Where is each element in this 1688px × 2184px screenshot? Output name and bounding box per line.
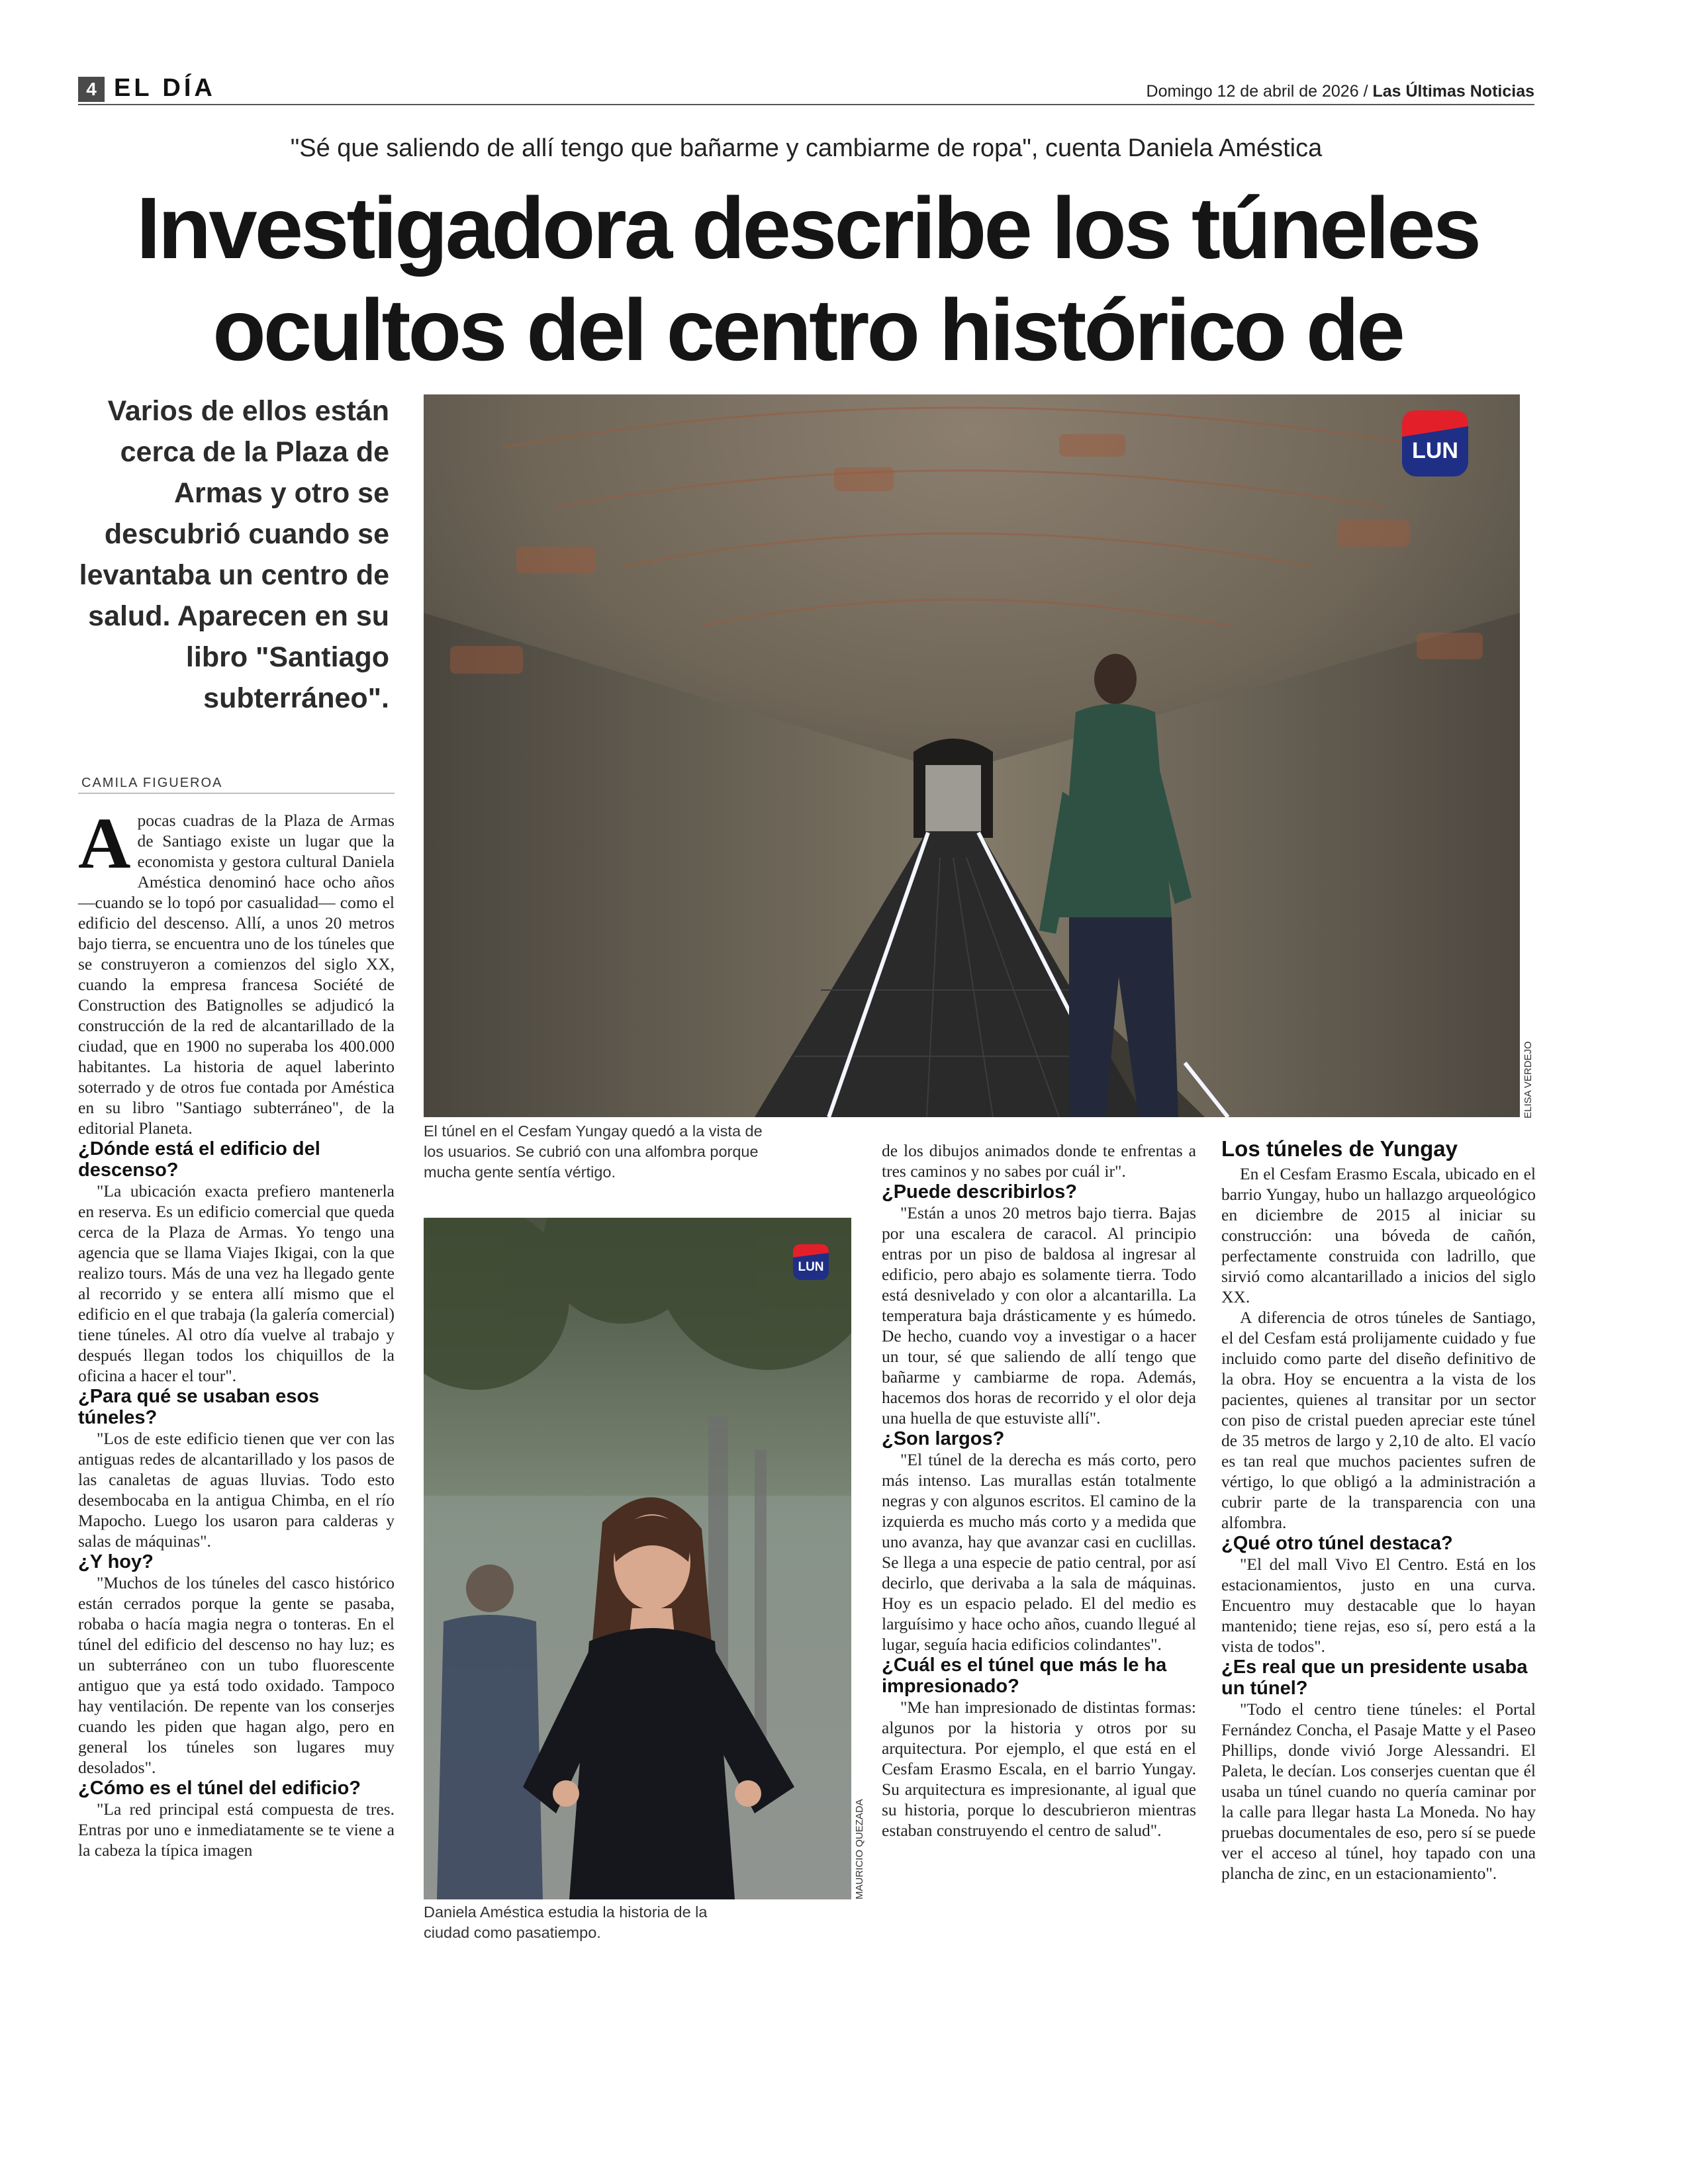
question-heading: ¿Son largos? — [882, 1428, 1005, 1449]
headline-line-1: Investigadora describe los túneles — [136, 179, 1479, 277]
question-heading: ¿Qué otro túnel destaca? — [1221, 1533, 1453, 1554]
sidebar-subheading: Los túneles de Yungay — [1221, 1136, 1458, 1161]
answer-paragraph: "Los de este edificio tienen que ver con las antiguas redes de alcantarillado y los pasos de las canaletas de aguas lluvias. Todo esto desembocaba en la antigua Chimba, en el río Mapocho. Luego los usaron para calderas y salas de máquinas". — [78, 1429, 395, 1551]
photo-credit: ELISA VERDEJO — [1523, 1041, 1534, 1118]
photo-caption: El túnel en el Cesfam Yungay quedó a la vista de los usuarios. Se cubrió con una alfombra porque mucha gente sentía vértigo. — [424, 1122, 763, 1181]
answer-paragraph-continued: de los dibujos animados donde te enfrentas a tres caminos y no sabes por cuál ir". — [882, 1141, 1196, 1181]
portrait-photo-illustration — [424, 1218, 851, 1899]
photo-credit: MAURICIO QUEZADA — [854, 1799, 865, 1899]
question-heading: ¿Para qué se usaban esos túneles? — [78, 1386, 320, 1428]
answer-paragraph: "Todo el centro tiene túneles: el Portal Fernández Concha, el Pasaje Matte y el Paseo Phillips, donde vivió Jorge Alessandri. El Paleta, le decían. Los conserjes cuentan que él usaba un túnel cuando no quería caminar por la calle para llegar hasta La Moneda. No hay pruebas documentales de eso, pero sí se puede ver el acceso al túnel, hoy tapado con una plancha de zinc, en un estacionamiento". — [1221, 1700, 1536, 1883]
lun-logo-text: LUN — [1412, 438, 1458, 463]
answer-paragraph: "El túnel de la derecha es más corto, pero más intenso. Las murallas están totalmente negras y con algunos escritos. El camino de la izquierda es mucho más corto y a medida que uno avanza, hay que avanzar casi en cuclillas. Se llega a una especie de patio central, por así decirlo, que derivaba a la sala de máquinas. Hoy es un espacio pelado. El del medio es larguísimo y hace ocho años, cuando llegué al lugar, seguía hacia edificios colindantes". — [882, 1450, 1196, 1654]
question-heading: ¿Puede describirlos? — [882, 1181, 1077, 1203]
lun-logo — [1402, 410, 1468, 477]
deck: Varios de ellos están cerca de la Plaza de Armas y otro se descubrió cuando se levantaba un centro de salud. Aparecen en su libro "Santiago subterráneo". — [79, 395, 389, 714]
page-number: 4 — [78, 77, 105, 102]
lun-logo — [793, 1244, 829, 1280]
publication-name: Las Últimas Noticias — [1372, 82, 1534, 101]
intro-text: pocas cuadras de la Plaza de Armas de Santiago existe un lugar que la economista y gestora cultural Daniela Améstica denominó hace ocho años —cuando se lo topó por casualidad— como el edificio del descenso. Allí, a unos 20 metros bajo tierra, se encuentra uno de los túneles que se construyeron a comienzos del siglo XX, cuando la empresa francesa Société de Construction des Batignolles se adjudicó la construcción de la red de alcantarillado de la ciudad, que en 1900 no superaba los 400.000 habitantes. La historia de aquel laberinto soterrado y de otros fue contada por Améstica en su libro "Santiago subterráneo", de la editorial Planeta. — [78, 811, 395, 1138]
kicker-quote: "Sé que saliendo de allí tengo que bañarme y cambiarme de ropa", cuenta Daniela Améstica — [290, 134, 1323, 162]
answer-paragraph: "La ubicación exacta prefiero mantenerla en reserva. Es un edificio comercial que queda cerca de la Plaza de Armas. Yo tengo una agencia que se llama Viajes Ikigai, con la que realizo tours. Más de una vez ha llegado gente al recorrido y se entera allí mismo que el edificio en el que trabaja (la galería comercial) tiene túneles. Al otro día vuelve al trabajo y después llegan todos los chiquillos de la oficina a hacer el tour". — [78, 1181, 395, 1385]
answer-paragraph: "Están a unos 20 metros bajo tierra. Bajas por una escalera de caracol. Al principio entras por un piso de baldosa al ingresar al edificio, pero abajo es solamente tierra. Todo está desnivelado y con olor a alcantarilla. La temperatura baja drásticamente y es húmedo. De hecho, cuando voy a investigar o a hacer un tour, sé que saliendo de allí tengo que bañarme y cambiarme de ropa. Además, hacemos dos horas de recorrido y el olor deja una huella de que estuviste allí". — [882, 1203, 1196, 1428]
drop-cap: A — [78, 803, 131, 884]
question-heading: ¿Cómo es el túnel del edificio? — [78, 1778, 361, 1799]
photo-caption: Daniela Améstica estudia la historia de la ciudad como pasatiempo. — [424, 1903, 708, 1941]
body-column-1 — [78, 803, 395, 1860]
answer-paragraph: "El del mall Vivo El Centro. Está en los estacionamientos, justo en una curva. Encuentro muy destacable que lo hayan mantenido; tiene rejas, eso sí, pero está a la vista de todos". — [1221, 1555, 1536, 1656]
answer-paragraph: "Muchos de los túneles del casco histórico están cerrados porque la gente se pasaba, robaba o hacía magia negra o tonteras. En el túnel del edificio del descenso no hay luz; es un subterráneo con un tubo fluorescente antiguo que ya está todo oxidado. Tampoco hay ventilación. De repente van los conserjes cuando les piden que hagan algo, pero en general los túneles son lugares muy desolados". — [78, 1573, 395, 1777]
answer-paragraph: "Me han impresionado de distintas formas: algunos por la historia y otros por su arquitectura. Por ejemplo, el que está en el Cesfam Erasmo Escala, en el barrio Yungay. Su arquitectura es impresionante, al igual que su historia, porque lo descubrieron mientras estaban construyendo el centro de salud". — [882, 1698, 1196, 1840]
body-column-4 — [1221, 1136, 1536, 1884]
question-heading: ¿Y hoy? — [78, 1551, 154, 1572]
section-name: EL DÍA — [114, 74, 216, 102]
date-line — [1147, 78, 1534, 105]
intro-paragraph — [78, 803, 395, 1138]
issue-date: Domingo 12 de abril de 2026 — [1146, 82, 1359, 101]
body-column-3 — [882, 1140, 1196, 1841]
sidebar-paragraph: En el Cesfam Erasmo Escala, ubicado en el barrio Yungay, hubo un hallazgo arqueológico en diciembre de 2015 al iniciar su construcción: una bóveda de cañón, perfectamente construida con ladrillo, que sirvió como alcantarillado a inicios del siglo XX. — [1221, 1164, 1536, 1306]
byline: CAMILA FIGUEROA — [81, 776, 223, 790]
question-heading: ¿Cuál es el túnel que más le ha impresionado? — [882, 1655, 1167, 1697]
tunnel-photo-illustration — [424, 394, 1520, 1117]
portrait-photo — [424, 1218, 851, 1899]
byline-rule — [78, 793, 395, 794]
headline-line-2: ocultos del centro histórico de — [212, 281, 1403, 379]
question-heading: ¿Dónde está el edificio del descenso? — [78, 1138, 320, 1181]
tunnel-photo — [424, 394, 1520, 1117]
question-heading: ¿Es real que un presidente usaba un túnel? — [1221, 1657, 1528, 1699]
sidebar-paragraph: A diferencia de otros túneles de Santiago, el del Cesfam está prolijamente cuidado y fue incluido como parte del diseño definitivo de la obra. Hoy se encuentra a la vista de los pacientes, quienes al transitar por un sector con piso de cristal pueden apreciar este túnel de 35 metros de largo y 2,10 de alto. El vacío es tan real que muchos pacientes sufren de vértigo, lo que obligó a la administración a cubrir parte de la transparencia con una alfombra. — [1221, 1308, 1536, 1532]
answer-paragraph: "La red principal está compuesta de tres. Entras por uno e inmediatamente se te viene a la cabeza la típica imagen — [78, 1799, 395, 1860]
lun-logo-text: LUN — [798, 1260, 824, 1274]
date-separator: / — [1363, 82, 1368, 101]
header-rule — [78, 104, 1534, 105]
